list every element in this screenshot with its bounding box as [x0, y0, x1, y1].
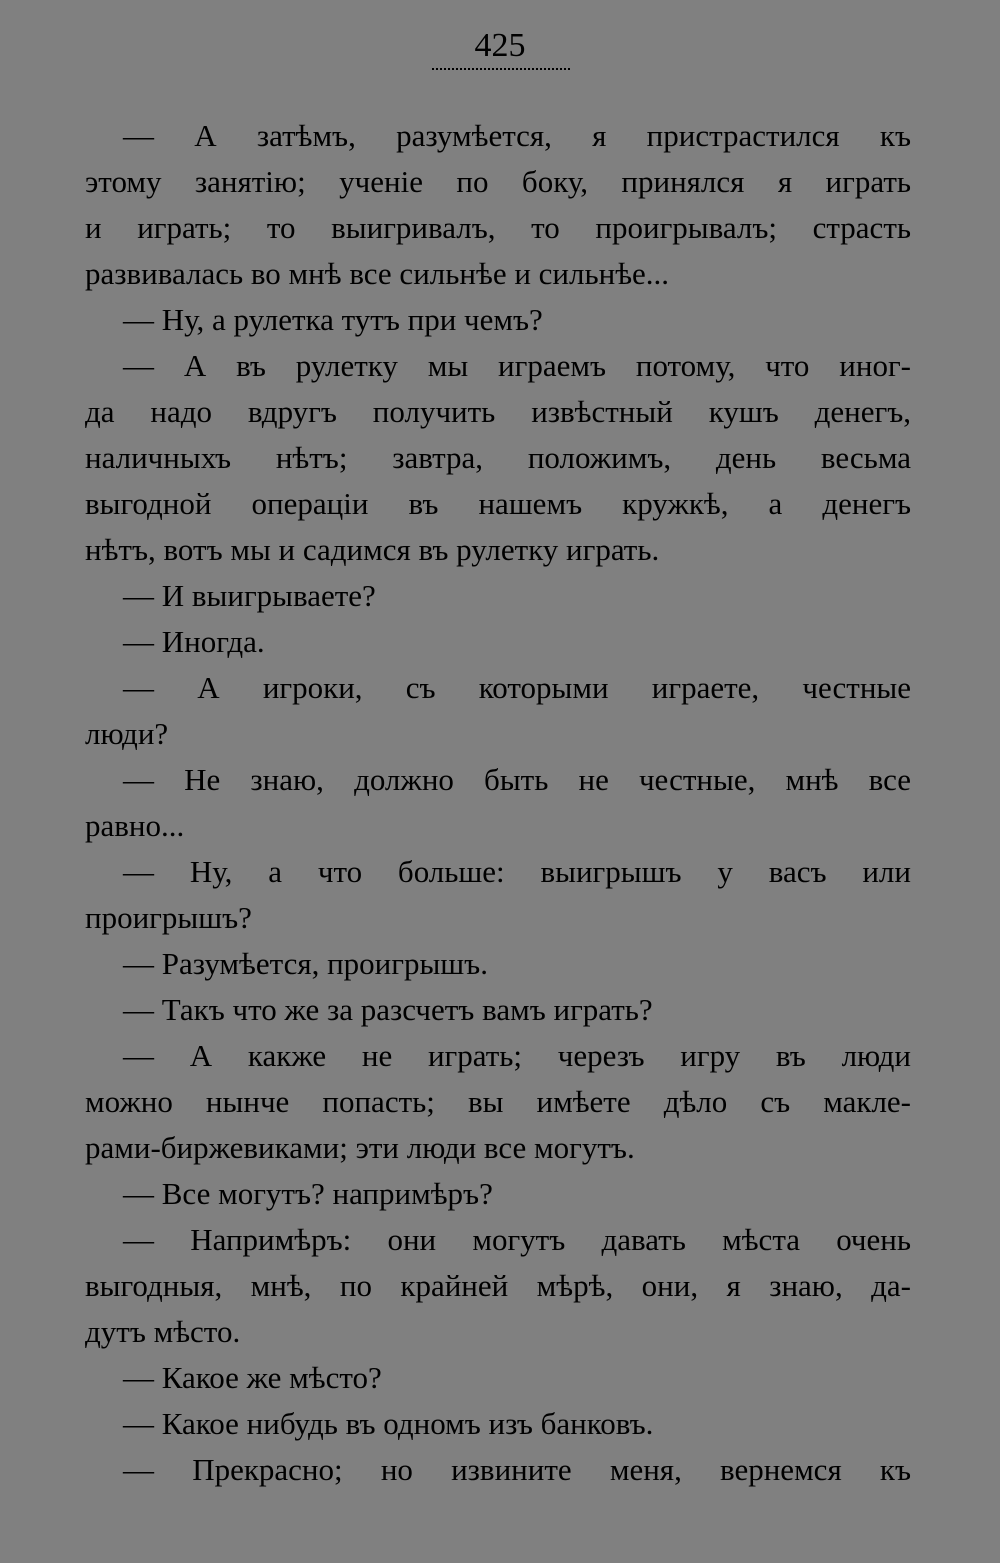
text-line: — Ну, а рулетка тутъ при чемъ?: [123, 302, 543, 337]
text-line: можно нынче попасть; вы имѣете дѣло съ макле-: [85, 1084, 911, 1119]
page-number-rule: [432, 68, 570, 70]
text-line: и играть; то выигривалъ, то проигрывалъ; страсть: [85, 210, 911, 245]
text-line: — Прекрасно; но извините меня, вернемся къ: [123, 1452, 911, 1487]
text-line: проигрышъ?: [85, 900, 252, 935]
text-line: — Такъ что же за разсчетъ вамъ играть?: [123, 992, 653, 1027]
text-line: — Не знаю, должно быть не честные, мнѣ все: [123, 762, 911, 797]
text-line: — А какже не играть; черезъ игру въ люди: [123, 1038, 911, 1073]
text-line: нѣтъ, вотъ мы и садимся въ рулетку играть.: [85, 532, 660, 567]
text-line: — Какое же мѣсто?: [123, 1360, 382, 1395]
text-line: выгодныя, мнѣ, по крайней мѣрѣ, они, я знаю, да-: [85, 1268, 911, 1303]
text-line: дутъ мѣсто.: [85, 1314, 241, 1349]
text-line: этому занятію; ученіе по боку, принялся я играть: [85, 164, 911, 199]
text-line: наличныхъ нѣтъ; завтра, положимъ, день весьма: [85, 440, 911, 475]
text-line: — Разумѣется, проигрышъ.: [123, 946, 488, 981]
text-line: равно...: [85, 808, 185, 843]
text-line: — И выигрываете?: [123, 578, 376, 613]
text-line: люди?: [85, 716, 169, 751]
text-line: — Иногда.: [123, 624, 265, 659]
text-line: выгодной операціи въ нашемъ кружкѣ, а денегъ: [85, 486, 911, 521]
text-line: — А въ рулетку мы играемъ потому, что иног-: [123, 348, 911, 383]
body-text: [85, 113, 911, 1493]
text-line: — А затѣмъ, разумѣется, я пристрастился къ: [123, 118, 911, 153]
text-line: да надо вдругъ получить извѣстный кушъ денегъ,: [85, 394, 911, 429]
text-line: — Напримѣръ: они могутъ давать мѣста очень: [123, 1222, 911, 1257]
page-number: 425: [474, 27, 526, 64]
text-line: рами-биржевиками; эти люди все могутъ.: [85, 1130, 635, 1165]
text-line: развивалась во мнѣ все сильнѣе и сильнѣе...: [85, 256, 670, 291]
text-line: — А игроки, съ которыми играете, честные: [123, 670, 911, 705]
text-line: — Ну, а что больше: выигрышъ у васъ или: [123, 854, 911, 889]
text-line: — Все могутъ? напримѣръ?: [123, 1176, 493, 1211]
text-line: — Какое нибудь въ одномъ изъ банковъ.: [123, 1406, 654, 1441]
